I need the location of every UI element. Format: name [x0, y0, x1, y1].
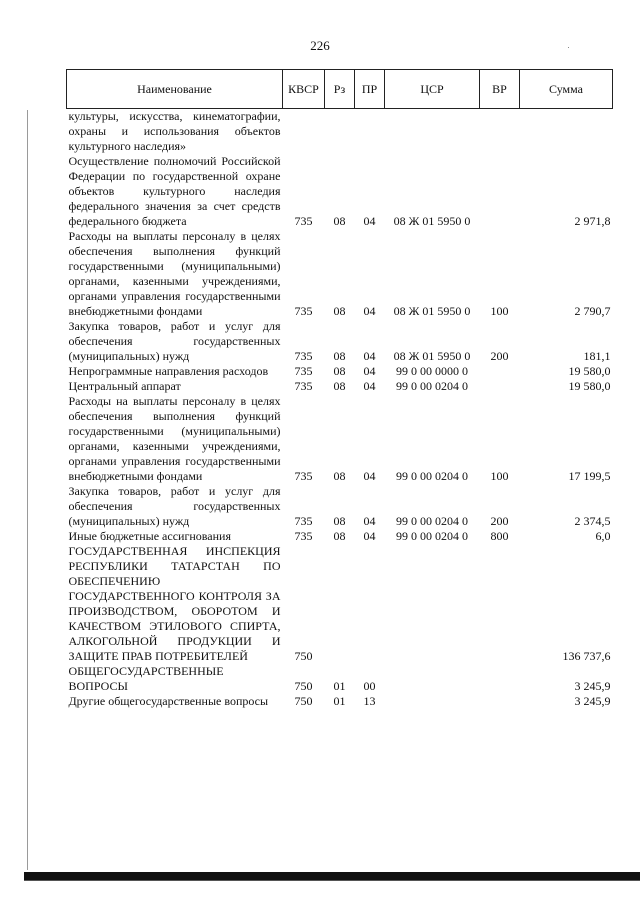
cell-name: Осуществление полномочий Российской Федерации по государственной охране объектов культурного наследия федерального значения за счет средств федерального бюджета [68, 154, 281, 228]
cell-csr: 99 0 00 0204 0 [396, 379, 468, 393]
cell-vr [480, 364, 520, 379]
cell-sum [520, 109, 613, 155]
cell-csr: 99 0 00 0000 0 [396, 364, 468, 378]
cell-kvsr: 735 [294, 514, 313, 528]
cell-vr [480, 694, 520, 709]
cell-rz: 08 [333, 469, 346, 483]
cell-csr: 08 Ж 01 5950 0 [393, 214, 471, 228]
cell-sum: 2 374,5 [574, 514, 611, 528]
cell-csr: 99 0 00 0204 0 [396, 469, 468, 483]
cell-name: Непрограммные направления расходов [68, 364, 269, 378]
cell-rz: 01 [333, 679, 346, 693]
header-kvsr: КВСР [283, 70, 325, 109]
cell-vr: 100 [490, 304, 509, 318]
cell-csr [385, 664, 480, 694]
cell-pr: 04 [363, 214, 376, 228]
cell-name: Центральный аппарат [68, 379, 181, 393]
cell-pr: 13 [363, 694, 376, 708]
cell-sum: 2 971,8 [574, 214, 611, 228]
cell-sum: 3 245,9 [574, 679, 611, 693]
cell-rz: 08 [333, 349, 346, 363]
table-row [67, 229, 613, 319]
header-csr: ЦСР [385, 70, 480, 109]
cell-vr [480, 544, 520, 664]
cell-kvsr: 735 [294, 364, 313, 378]
table-row [67, 379, 613, 394]
cell-rz: 08 [333, 529, 346, 543]
cell-kvsr: 735 [294, 529, 313, 543]
cell-rz: 08 [333, 379, 346, 393]
cell-kvsr: 735 [294, 304, 313, 318]
cell-kvsr: 735 [294, 349, 313, 363]
cell-csr: 99 0 00 0204 0 [396, 514, 468, 528]
cell-name: ГОСУДАРСТВЕННАЯ ИНСПЕКЦИЯ РЕСПУБЛИКИ ТАТАРСТАН ПО ОБЕСПЕЧЕНИЮ ГОСУДАРСТВЕННОГО КОНТРОЛЯ ЗА ПРОИЗВОДСТВОМ, ОБОРОТОМ И КАЧЕСТВОМ ЭТИЛОВОГО СПИРТА, АЛКОГОЛЬНОЙ ПРОДУКЦИИ И ЗАЩИТЕ ПРАВ ПОТРЕБИТЕЛЕЙ [68, 544, 281, 663]
table-row [67, 484, 613, 529]
cell-csr [385, 109, 480, 155]
cell-vr: 100 [490, 469, 509, 483]
cell-rz: 08 [333, 304, 346, 318]
cell-vr: 200 [490, 349, 509, 363]
cell-kvsr: 735 [294, 214, 313, 228]
table-row [67, 154, 613, 229]
cell-vr [480, 154, 520, 229]
cell-csr [385, 544, 480, 664]
cell-pr: 04 [363, 364, 376, 378]
table-row [67, 319, 613, 364]
cell-name: Закупка товаров, работ и услуг для обеспечения государственных (муниципальных) нужд [68, 319, 281, 363]
cell-rz: 08 [333, 364, 346, 378]
cell-csr: 99 0 00 0204 0 [396, 529, 468, 543]
cell-vr: 200 [490, 514, 509, 528]
cell-pr: 04 [363, 514, 376, 528]
cell-kvsr: 750 [294, 649, 313, 663]
scan-bottom-border-shadow [24, 880, 640, 881]
table-row [67, 694, 613, 709]
table-row [67, 544, 613, 664]
cell-pr: 00 [363, 679, 376, 693]
table-row [67, 364, 613, 379]
cell-csr: 08 Ж 01 5950 0 [393, 304, 471, 318]
table-row [67, 529, 613, 544]
cell-vr [480, 379, 520, 394]
table-row [67, 664, 613, 694]
header-pr: ПР [355, 70, 385, 109]
scan-edge-line [27, 110, 28, 870]
cell-vr [480, 109, 520, 155]
cell-pr: 04 [363, 469, 376, 483]
cell-rz: 01 [333, 694, 346, 708]
cell-vr [480, 664, 520, 694]
scan-bottom-border [24, 872, 640, 880]
page-number: 226 [310, 38, 330, 53]
cell-rz [325, 544, 355, 664]
cell-pr: 04 [363, 349, 376, 363]
cell-name: культуры, искусства, кинематографии, охраны и использования объектов культурного наследия» [68, 109, 281, 153]
cell-pr: 04 [363, 529, 376, 543]
cell-sum: 181,1 [583, 349, 611, 363]
cell-name: Расходы на выплаты персоналу в целях обеспечения выполнения функций государственными (муниципальными) органами, казенными учреждениями, органами управления государственными внебюджетными фондами [68, 394, 281, 483]
table-row [67, 109, 613, 155]
cell-rz: 08 [333, 514, 346, 528]
cell-rz [325, 109, 355, 155]
cell-sum: 136 737,6 [562, 649, 611, 663]
cell-name: Расходы на выплаты персоналу в целях обеспечения выполнения функций государственными (муниципальными) органами, казенными учреждениями, органами управления государственными внебюджетными фондами [68, 229, 281, 318]
cell-sum: 2 790,7 [574, 304, 611, 318]
cell-kvsr: 750 [294, 679, 313, 693]
table-body [67, 109, 613, 710]
cell-csr [385, 694, 480, 709]
cell-kvsr: 735 [294, 469, 313, 483]
cell-sum: 6,0 [595, 529, 611, 543]
cell-pr: 04 [363, 379, 376, 393]
cell-pr [355, 109, 385, 155]
scan-speck [568, 47, 569, 48]
cell-sum: 19 580,0 [568, 379, 611, 393]
budget-table [66, 69, 613, 709]
header-sum: Сумма [520, 70, 613, 109]
cell-csr: 08 Ж 01 5950 0 [393, 349, 471, 363]
cell-kvsr: 735 [294, 379, 313, 393]
cell-sum: 17 199,5 [568, 469, 611, 483]
table-header [67, 70, 613, 109]
cell-rz: 08 [333, 214, 346, 228]
header-name: Наименование [67, 70, 283, 109]
cell-name: ОБЩЕГОСУДАРСТВЕННЫЕ ВОПРОСЫ [68, 664, 224, 693]
header-vr: ВР [480, 70, 520, 109]
cell-pr: 04 [363, 304, 376, 318]
cell-vr: 800 [490, 529, 509, 543]
cell-name: Закупка товаров, работ и услуг для обеспечения государственных (муниципальных) нужд [68, 484, 281, 528]
cell-kvsr [283, 109, 325, 155]
table-row [67, 394, 613, 484]
cell-name: Другие общегосударственные вопросы [68, 694, 269, 708]
header-rz: Рз [325, 70, 355, 109]
cell-sum: 19 580,0 [568, 364, 611, 378]
cell-kvsr: 750 [294, 694, 313, 708]
cell-name: Иные бюджетные ассигнования [68, 529, 231, 543]
cell-sum: 3 245,9 [574, 694, 611, 708]
cell-pr [355, 544, 385, 664]
